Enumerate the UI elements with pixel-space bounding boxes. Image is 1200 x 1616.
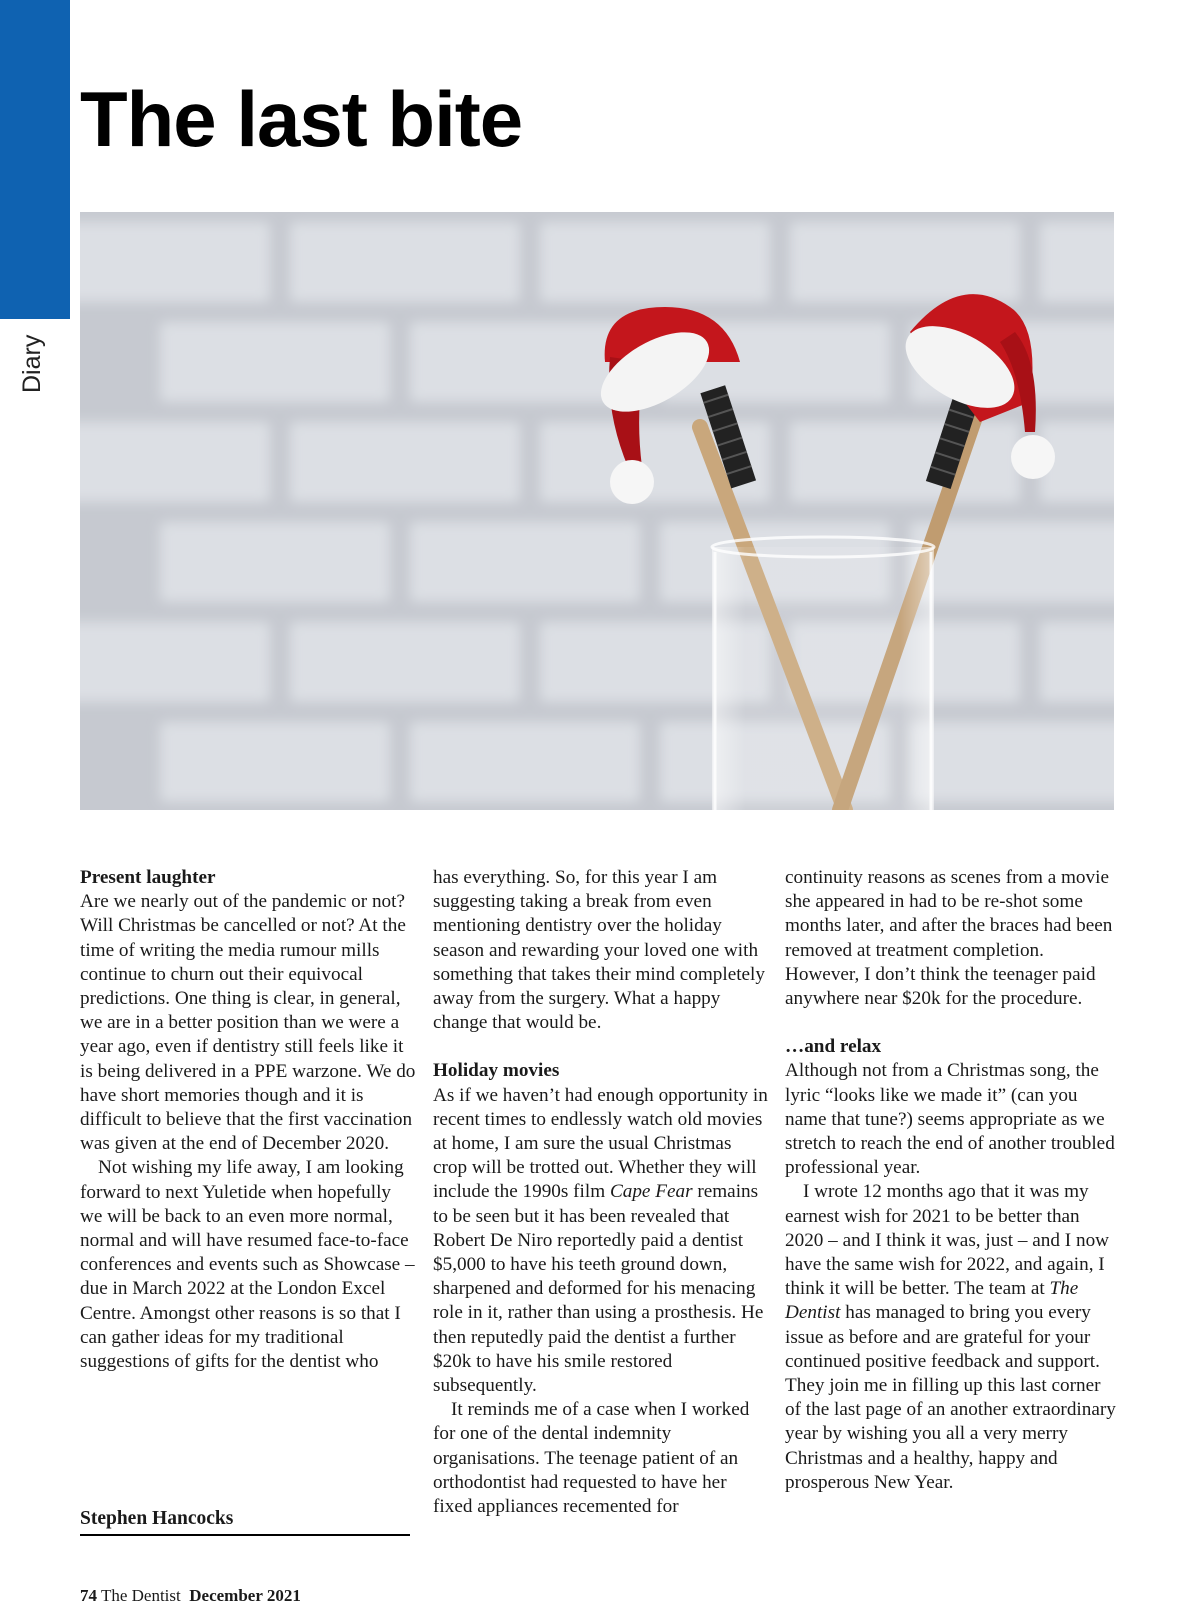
hero-photo (80, 212, 1114, 810)
paragraph: Are we nearly out of the pandemic or not? Will Christmas be cancelled or not? At the time of writing the media rumour mills continue to churn out their equivocal predictions. One thing is clear, in general, we are in a better position than we were a year ago, even if dentistry still feels like it is being delivered in a PPE warzone. We do have short memories though and it is difficult to believe that the first vaccination was given at the end of December 2020. (80, 891, 416, 1155)
publication-name: The Dentist (100, 1586, 181, 1605)
paragraph: Not wishing my life away, I am looking forward to next Yuletide when hopefully we will be back to an even more normal, normal and will have resumed face-to-face conferences and events such as Showcase – due in March 2022 at the London Excel Centre. Amongst other reasons is so that I can gather ideas for my traditional suggestions of gifts for the dentist who (80, 1157, 415, 1373)
author-byline: Stephen Hancocks (80, 1508, 410, 1536)
paragraph: As if we haven’t had enough opportunity in recent times to endlessly watch old movies at home, I am sure the usual Christmas crop will be trotted out. Whether they will include the 1990s film Cape Fear remains to be seen but it has been revealed that Robert De Niro reportedly paid a dentist $5,000 to have his teeth ground down, sharpened and deformed for his menacing role in it, rather than using a prosthesis. He then reputedly paid the dentist a further $20k to have his smile restored subsequently. (433, 1084, 768, 1397)
paragraph: It reminds me of a case when I worked for one of the dental indemnity organisations. The teenage patient of an orthodontist had requested to have her fixed appliances recemented for (433, 1399, 750, 1518)
page-title: The last bite (80, 75, 523, 163)
subheading-and-relax: …and relax (785, 1036, 882, 1058)
paragraph: Although not from a Christmas song, the lyric “looks like we made it” (can you name that tune?) seems appropriate as we stretch to reach the end of another troubled professional year. (785, 1060, 1115, 1179)
page-number: 74 (80, 1586, 97, 1605)
article-column-1 (80, 866, 416, 1374)
issue-date: December 2021 (189, 1586, 301, 1605)
publication-title: The Dentist (785, 1278, 1079, 1324)
paragraph: I wrote 12 months ago that it was my earnest wish for 2021 to be better than 2020 – and I think it was, just – and I now have the same wish for 2022, and again, I think it will be better. The team at The Dentist has managed to bring you every issue as before and are grateful for your continued positive feedback and support. They join me in filling up this last corner of the last page of an another extraordinary year by wishing you all a very merry Christmas and a healthy, happy and prosperous New Year. (785, 1181, 1116, 1493)
film-title: Cape Fear (609, 1181, 693, 1203)
subheading-holiday-movies: Holiday movies (433, 1060, 560, 1082)
section-label: Diary (18, 334, 46, 393)
article-column-3 (785, 866, 1121, 1495)
section-color-bar (0, 0, 70, 319)
page-footer (80, 1586, 301, 1606)
paragraph: continuity reasons as scenes from a movie she appeared in had to be re-shot some months later, and after the braces had been removed at treatment completion. However, I don’t think the teenager paid anywhere near $20k for the procedure. (785, 867, 1113, 1010)
paragraph: has everything. So, for this year I am suggesting taking a break from even mentioning dentistry over the holiday season and rewarding your loved one with something that takes their mind completely away from the surgery. What a happy change that would be. (433, 867, 765, 1034)
article-column-2 (433, 866, 769, 1519)
subheading-present-laughter: Present laughter (80, 867, 216, 888)
